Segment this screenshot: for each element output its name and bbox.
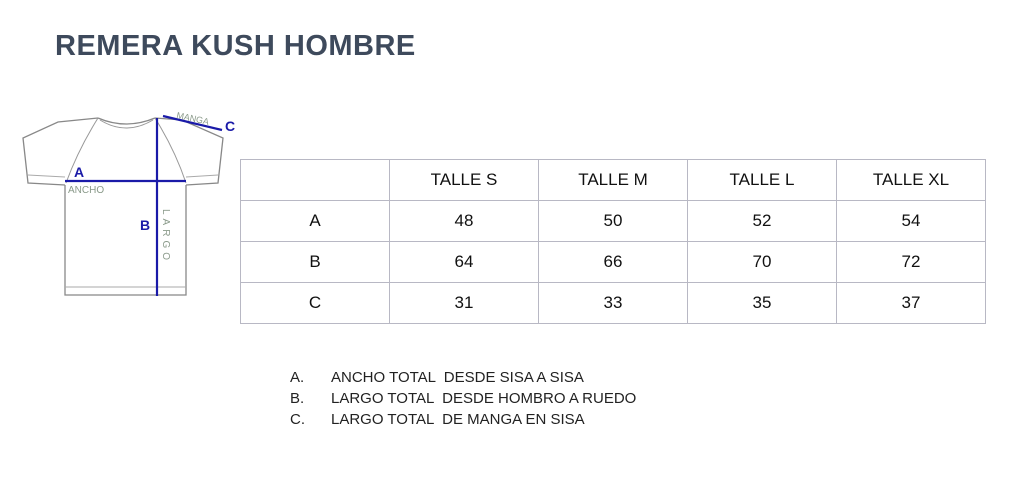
legend-item bbox=[290, 388, 636, 409]
page-title: REMERA KUSH HOMBRE bbox=[55, 30, 416, 62]
tshirt-outline bbox=[23, 118, 223, 295]
legend-text: LARGO TOTAL DESDE HOMBRO A RUEDO bbox=[331, 390, 637, 407]
table-row bbox=[241, 242, 986, 283]
column-header: TALLE S bbox=[390, 160, 539, 201]
tshirt-seam-right bbox=[155, 118, 186, 183]
legend-letter: A. bbox=[290, 369, 305, 386]
label-a: A bbox=[74, 164, 85, 180]
table-cell: 33 bbox=[539, 283, 688, 324]
legend-letter: B. bbox=[290, 390, 305, 407]
label-c: C bbox=[225, 118, 236, 134]
word-manga: MANGA bbox=[175, 110, 210, 127]
legend-item bbox=[290, 409, 636, 430]
table-cell: 64 bbox=[390, 242, 539, 283]
word-ancho: ANCHO bbox=[68, 185, 105, 196]
table-cell: 52 bbox=[688, 201, 837, 242]
table-row bbox=[241, 201, 986, 242]
legend-letter: C. bbox=[290, 411, 305, 428]
row-label: C bbox=[241, 283, 390, 324]
label-b: B bbox=[140, 217, 151, 233]
table-cell: 72 bbox=[837, 242, 986, 283]
table-cell: 54 bbox=[837, 201, 986, 242]
tshirt-diagram bbox=[0, 95, 250, 310]
row-label: A bbox=[241, 201, 390, 242]
table-cell: 50 bbox=[539, 201, 688, 242]
measurement-legend bbox=[290, 367, 636, 430]
legend-text: LARGO TOTAL DE MANGA EN SISA bbox=[331, 411, 585, 428]
table-cell: 37 bbox=[837, 283, 986, 324]
table-cell: 31 bbox=[390, 283, 539, 324]
column-header: TALLE L bbox=[688, 160, 837, 201]
row-label: B bbox=[241, 242, 390, 283]
size-table bbox=[240, 159, 986, 324]
table-cell: 48 bbox=[390, 201, 539, 242]
word-largo: LARGO bbox=[160, 209, 171, 265]
table-cell: 35 bbox=[688, 283, 837, 324]
column-header: TALLE M bbox=[539, 160, 688, 201]
table-header-row bbox=[241, 160, 986, 201]
legend-item bbox=[290, 367, 636, 388]
legend-text: ANCHO TOTAL DESDE SISA A SISA bbox=[331, 369, 584, 386]
table-cell: 66 bbox=[539, 242, 688, 283]
column-header: TALLE XL bbox=[837, 160, 986, 201]
table-row bbox=[241, 283, 986, 324]
table-corner-cell bbox=[241, 160, 390, 201]
table-cell: 70 bbox=[688, 242, 837, 283]
